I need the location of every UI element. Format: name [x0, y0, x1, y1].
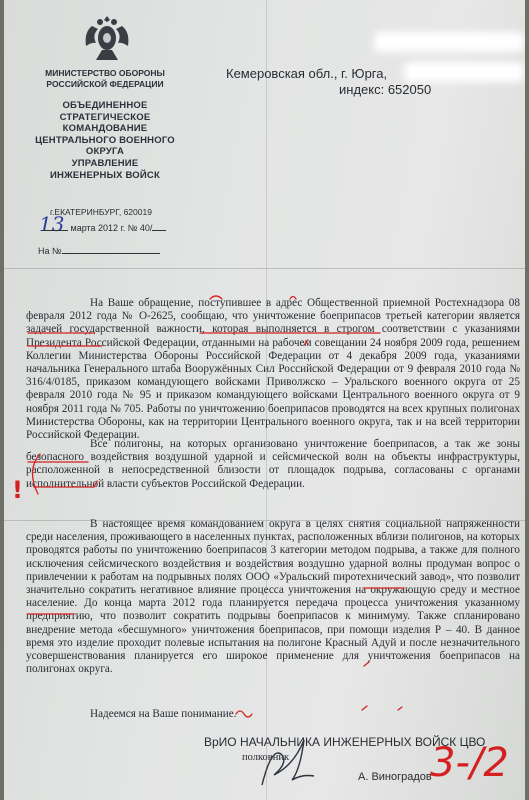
- city-line: г.ЕКАТЕРИНБУРГ, 620019: [50, 207, 152, 217]
- signatory-name: А. Виноградов: [358, 771, 432, 783]
- reference-line: На №: [38, 246, 160, 256]
- body-paragraph-4: Надеемся на Ваше понимание.: [90, 708, 237, 720]
- address-line-2: индекс: 652050: [339, 82, 432, 97]
- body-paragraph-2: Все полигоны, на которых организовано уничтожение боеприпасов, а так же зоны безопасного воздействия воздушной ударной и сейсмической волн на объекты инфраструктуры, расположенной в непосредственной близости от площадок подрыва, согласованы с органами исполнительной власти субъектов Российской Федерации.: [26, 438, 520, 490]
- redacted-recipient: [374, 32, 524, 52]
- signatory-rank: полковник: [242, 752, 290, 763]
- ministry-header: МИНИСТЕРСТВО ОБОРОНЫ РОССИЙСКОЙ ФЕДЕРАЦИИ: [45, 68, 165, 89]
- body-paragraph-1: На Ваше обращение, поступившее в адрес Общественной приемной Ростехнадзора 08 февраля 2012 года № О-2625, сообщаю, что уничтожение боеприпасов третьей категории является задачей государственной важности, которая выполняется в строгом соответствии с указаниями Президента Российской Федерации, отданными на рабочем совещании 24 ноября 2009 года, решением Коллегии Министерства Обороны Российской Федерации от 4 декабря 2009 года, указаниями начальника Генерального штаба Вооружённых Сил Российской Федерации от 9 февраля 2010 года № 316/4/0185, приказом командующего войсками Приволжско – Уральского военного округа от 25 февраля 2010 года № 95 и приказом командующего войсками Центрального военного округа от 9 ноября 2011 года № 705. Работы по уничтожению боеприпасов проводятся на всех крупных полигонах Министерства Обороны, как на территории Центрального военного округа, так и на всей территории Российской Федерации.: [26, 297, 520, 442]
- paper-fold: [4, 268, 525, 269]
- signatory-title: ВрИО НАЧАЛЬНИКА ИНЖЕНЕРНЫХ ВОЙСК ЦВО: [204, 735, 486, 749]
- body-paragraph-3: В настоящее время командованием округа в целях снятия социальной напряженности среди населения, проживающего в населенных пунктах, расположенных вблизи полигонов, на которых проводятся работы по уничтожению боеприпасов 3 категории методом подрыва, а также для полного исключения сейсмического воздействия и воздействия воздушно ударной волны продуман вопрос о привлечении к работам на подрывных полях ООО «Уральский пиротехнический завод», что позволит значительно сократить негативное влияние процесса уничтожения на окружающую среду и местное население. До конца марта 2012 года планируется передача процесса уничтожения указанному предприятию, что позволит сократить подрывы боеприпасов к минимуму. Также спланировано внедрение метода «бесшумного» уничтожения боеприпасов, при помощи изделия Р – 40. В данное время это изделие проходит полевые испытания на полигоне Красный Адуй и после незначительного усовершенствования планируется его широкое применение для уничтожения боеприпасов на полигонах округа.: [26, 518, 520, 676]
- date-line: марта 2012 г. № 40/: [42, 223, 166, 233]
- eagle-emblem-icon: [82, 12, 132, 64]
- handwritten-number: 3-/2: [430, 740, 509, 786]
- exclamation-mark: !: [12, 476, 23, 504]
- letter-sheet: [4, 0, 525, 800]
- handwritten-signature: [252, 735, 322, 795]
- handwritten-day: 13: [39, 212, 65, 236]
- command-header: ОБЪЕДИНЕННОЕ СТРАТЕГИЧЕСКОЕ КОМАНДОВАНИЕ ЦЕНТРАЛЬНОГО ВОЕННОГО ОКРУГА УПРАВЛЕНИЕ ИНЖЕНЕРНЫХ ВОЙСК: [35, 100, 175, 181]
- redacted-address: [404, 62, 524, 82]
- address-line-1: Кемеровская обл., г. Юрга,: [226, 66, 388, 81]
